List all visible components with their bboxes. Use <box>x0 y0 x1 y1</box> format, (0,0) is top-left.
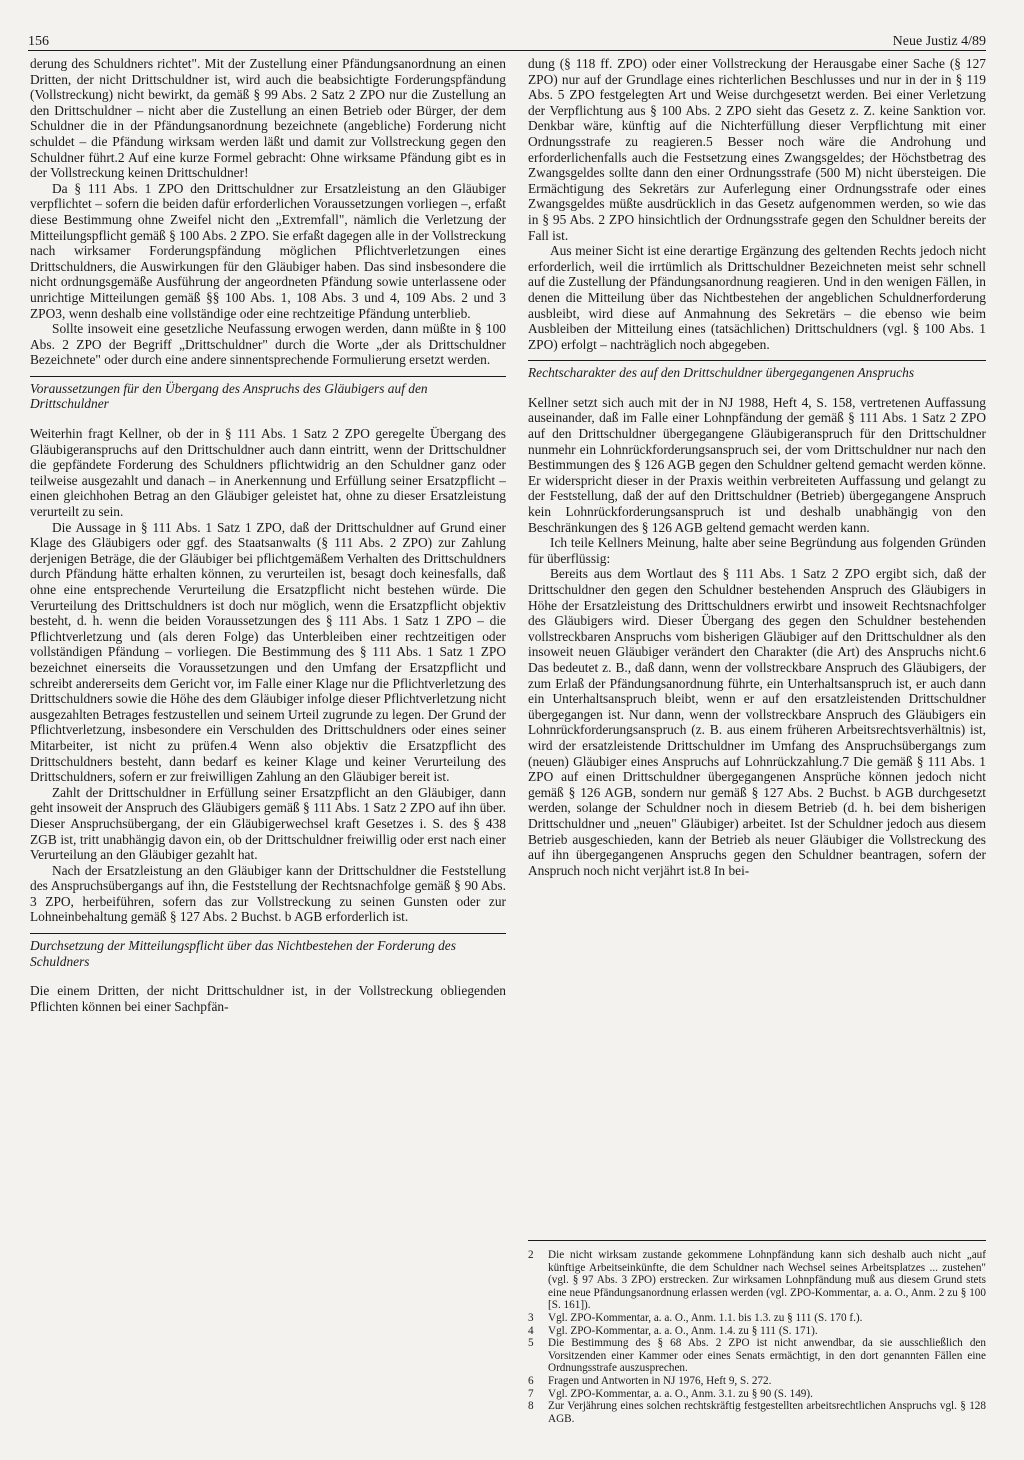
footnote <box>528 1312 986 1325</box>
footnote <box>528 1325 986 1338</box>
paragraph: Die einem Dritten, der nicht Drittschuldner ist, in der Vollstreckung obliegenden Pflichten können bei einer Sachpfän- <box>30 983 506 1014</box>
footnote-text: Die nicht wirksam zustande gekommene Lohnpfändung kann sich deshalb auch nicht „auf künftige Arbeitseinkünfte, die dem Schuldner nach Wechsel seines Arbeitsplatzes ... zustehen" (vgl. § 97 Abs. 3 ZPO) erstrecken. Zur wirksamen Lohnpfändung muß aus diesem Grund stets eine neue Pfändungsanordnung erlassen werden (vgl. ZPO-Kommentar, a. a. O., Anm. 2 zu § 100 [S. 161]). <box>548 1249 986 1312</box>
footnote-number: 7 <box>528 1387 534 1400</box>
footnote-text: Vgl. ZPO-Kommentar, a. a. O., Anm. 1.1. bis 1.3. zu § 111 (S. 170 f.). <box>548 1311 863 1324</box>
paragraph: Kellner setzt sich auch mit der in NJ 1988, Heft 4, S. 158, vertretenen Auffassung auseinander, daß im Falle einer Lohnpfändung der gemäß § 111 Abs. 1 Satz 2 ZPO auf den Drittschuldner übergegangene Gläubigeranspruch für den Drittschuldner nunmehr ein Lohnrückforderungsanspruch sei, der vom Drittschuldner nur nach den Bestimmungen des § 126 AGB gegen den Schuldner geltend gemacht werden könne. Er widerspricht dieser in der Praxis weithin verbreiteten Auffassung und gelangt zu der Feststellung, daß der auf den Drittschuldner (Betrieb) übergegangene Anspruch kein Lohnrückforderungsanspruch ist und deshalb unabhängig von den Beschränkungen des § 126 AGB geltend gemacht werden kann. <box>528 394 986 535</box>
paragraph: Die Aussage in § 111 Abs. 1 Satz 1 ZPO, daß der Drittschuldner auf Grund einer Klage des Gläubigers oder ggf. des Staatsanwalts (§ 111 Abs. 2 ZPO) zur Zahlung derjenigen Beträge, die der Gläubiger bei pflichtgemäßem Verhalten des Drittschuldners durch Pfändung hätte erhalten können, zu verurteilen ist, besagt doch keinesfalls, daß ohne eine entsprechende Verurteilung die Ersatzpflicht nicht bestehen würde. Die Verurteilung des Drittschuldners ist doch nur möglich, wenn die Ersatzpflicht objektiv besteht, d. h. wenn die beiden Voraussetzungen des § 111 Abs. 1 Satz 1 ZPO – die Pflichtverletzung und (als deren Folge) das Unterbleiben einer rechtzeitigen oder vollständigen Pfändung – vorliegen. Die Bestimmung des § 111 Abs. 1 Satz 1 ZPO bezeichnet einerseits die Voraussetzungen und den Umfang der Ersatzpflicht und schreibt andererseits dem Gericht vor, im Falle einer Klage nur die Pflichtverletzung des Drittschuldners sowie die Höhe des dem Gläubiger infolge dieser Pflichtverletzung nicht ausgezahlten Betrages festzustellen und seinem Urteil zugrunde zu legen. Der Grund der Pflichtverletzung, insbesondere ein Verschulden des Drittschuldners oder eines seiner Mitarbeiter, ist nicht zu prüfen.4 Wenn also objektiv die Ersatzpflicht des Drittschuldners besteht, dann bedarf es keiner Klage und keiner Verurteilung des Drittschuldners, sofern er zur freiwilligen Zahlung an den Gläubiger bereit ist. <box>30 519 506 785</box>
page-header <box>28 24 986 51</box>
footnote-number: 8 <box>528 1400 534 1413</box>
paragraph: Sollte insoweit eine gesetzliche Neufassung erwogen werden, dann müßte in § 100 Abs. 2 ZPO der Begriff „Drittschuldner" durch die Worte „der als Drittschuldner Bezeichnete" oder durch eine andere sinnentsprechende Formulierung ersetzt werden. <box>30 321 506 368</box>
section-heading: Voraussetzungen für den Übergang des Anspruchs des Gläubigers auf den Drittschuldner <box>30 376 506 414</box>
footnote-number: 2 <box>528 1249 534 1261</box>
footnote-number: 5 <box>528 1337 534 1350</box>
footnote <box>528 1337 986 1375</box>
footnote-text: Die Bestimmung des § 68 Abs. 2 ZPO ist nicht anwendbar, da sie ausschließlich den Vorsitzenden einer Kammer oder eines Senats ermächtigt, in den dort genannten Fällen eine Ordnungsstrafe auszusprechen. <box>548 1337 986 1375</box>
footnote <box>528 1375 986 1388</box>
footnote <box>528 1249 986 1312</box>
footnote-number: 3 <box>528 1311 534 1324</box>
journal-issue: Neue Justiz 4/89 <box>892 34 986 49</box>
paragraph: derung des Schuldners richtet". Mit der Zustellung einer Pfändungsanordnung an einen Dritten, der nicht Drittschuldner ist, wird auch die beabsichtigte Forderungspfändung (Vollstreckung) nicht bewirkt, da gemäß § 99 Abs. 2 Satz 2 ZPO nur die Zustellung an den Drittschuldner – nicht aber die Zustellung an einen Betrieb oder Bürger, der dem Schuldner die in der Pfändungsanordnung bezeichnete (angebliche) Forderung nicht schuldet – die Pfändung wirksam werden läßt und damit zur Vollstreckung gegen den Schuldner führt.2 Auf eine kurze Formel gebracht: Ohne wirksame Pfändung gibt es in der Vollstreckung keinen Drittschuldner! <box>30 56 506 181</box>
paragraph: Aus meiner Sicht ist eine derartige Ergänzung des geltenden Rechts jedoch nicht erforderlich, weil die irrtümlich als Drittschuldner Bezeichneten meist sehr schnell auf die Zustellung der Pfändungsanordnung reagieren. Und in den wenigen Fällen, in denen die Mitteilung über das Nichtbestehen der angeblichen Schuldnerforderung ausbleibt, wird diese auf Anmahnung des Sekretärs – die ebenso wie beim Ausbleiben der Mitteilung eines (tatsächlichen) Drittschuldners (vgl. § 100 Abs. 1 ZPO) erfolgt – nachträglich noch abgegeben. <box>528 243 986 352</box>
footnote <box>528 1388 986 1401</box>
paragraph: dung (§ 118 ff. ZPO) oder einer Vollstreckung der Herausgabe einer Sache (§ 127 ZPO) nur auf der Grundlage eines richterlichen Beschlusses und nur in der in § 119 Abs. 5 ZPO festgelegten Art und Weise durchgesetzt werden. Bei einer Verletzung der Verpflichtung aus § 100 Abs. 2 ZPO sieht das Gesetz z. Z. keine Sanktion vor. Denkbar wäre, künftig auf die Nichterfüllung dieser Verpflichtung mit einer Ordnungsstrafe zu reagieren.5 Besser noch wäre die Androhung und erforderlichenfalls auch die Festsetzung eines Zwangsgeldes; der Höchstbetrag des Zwangsgeldes sollte dann den einer Ordnungsstrafe (500 M) nicht übersteigen. Die Ermächtigung des Sekretärs zur Auferlegung einer Ordnungsstrafe oder eines Zwangsgeldes müßte ausdrücklich in das Gesetz aufgenommen werden, so wie das in § 95 Abs. 2 ZPO hinsichtlich der Ordnungsstrafe gegen den Schuldner bereits der Fall ist. <box>528 56 986 243</box>
paragraph: Bereits aus dem Wortlaut des § 111 Abs. 1 Satz 2 ZPO ergibt sich, daß der Drittschuldner den gegen den Schuldner bestehenden Anspruch des Gläubigers in Höhe der Ersatzleistung des Drittschuldners erwirbt und insoweit Rechtsnachfolger des Gläubigers wird. Dieser Übergang des gegen den Schuldner bestehenden vollstreckbaren Anspruchs vom bisherigen Gläubiger auf den Drittschuldner als den insoweit neuen Gläubiger verändert den Charakter (die Art) des Anspruchs nicht.6 Das bedeutet z. B., daß dann, wenn der vollstreckbare Anspruch des Gläubigers, der zum Erlaß der Pfändungsanordnung führte, ein Unterhaltsanspruch ist, er auch dann ein Unterhaltsanspruch bleibt, wenn er auf den ersatzleistenden Drittschuldner übergegangen ist. Nur dann, wenn der vollstreckbare Anspruch des Gläubigers ein Lohnrückforderungsanspruch (z. B. aus einem früheren Arbeitsrechtsverhältnis) ist, wird der ersatzleistende Drittschuldner im Umfang des Anspruchsübergangs zum (neuen) Gläubiger eines Anspruchs auf Lohnrückzahlung.7 Die gemäß § 111 Abs. 1 ZPO auf einen Drittschuldner übergegangenen Ansprüche können jedoch nicht gemäß § 126 AGB, sondern nur gemäß § 127 Abs. 2 Buchst. b AGB durchgesetzt werden, solange der Schuldner noch in diesem Betrieb (d. h. bei dem bisherigen Drittschuldner und „neuen" Gläubiger) arbeitet. Ist der Schuldner jedoch aus diesem Betrieb ausgeschieden, kann der Betrieb als neuer Gläubiger die Vollstreckung des auf ihn übergegangenen Anspruchs gegen den Schuldner beantragen, sofern der Anspruch noch nicht verjährt ist.8 In bei- <box>528 566 986 878</box>
right-column <box>528 56 986 878</box>
footnotes <box>528 1240 986 1425</box>
paragraph: Da § 111 Abs. 1 ZPO den Drittschuldner zur Ersatzleistung an den Gläubiger verpflichtet – sofern die beiden dafür erforderlichen Voraussetzungen vorliegen –, erfaßt diese Bestimmung ohne Zweifel nicht den „Extremfall", nämlich die Verletzung der Mitteilungspflicht gemäß § 100 Abs. 2 ZPO. Sie erfaßt dagegen alle in der Vollstreckung nach wirksamer Forderungspfändung möglichen Pflichtverletzungen eines Drittschuldners, die Auswirkungen für den Gläubiger haben. Das sind insbesondere die nicht ordnungsgemäße Ausführung der angeordneten Pfändung sowie unterlassene oder unrichtige Mitteilungen gemäß §§ 100 Abs. 1, 108 Abs. 3 und 4, 109 Abs. 2 und 3 ZPO3, wenn deshalb eine vollständige oder eine rechtzeitige Pfändung unterblieb. <box>30 180 506 321</box>
paragraph: Weiterhin fragt Kellner, ob der in § 111 Abs. 1 Satz 2 ZPO geregelte Übergang des Gläubigeranspruchs auf den Drittschuldner auch dann eintritt, wenn der Drittschuldner die gepfändete Forderung des Schuldners pflichtwidrig an den Schuldner ganz oder teilweise ausgezahlt und danach – in Anerkennung und Erfüllung seiner Ersatzpflicht – einen gleichhohen Betrag an den Gläubiger geleistet hat, ohne zu dieser Ersatzleistung verurteilt zu sein. <box>30 426 506 520</box>
paragraph: Nach der Ersatzleistung an den Gläubiger kann der Drittschuldner die Feststellung des Anspruchsübergangs auf ihn, die Feststellung der Rechtsnachfolge gemäß § 90 Abs. 3 ZPO, herbeiführen, sofern das zur Vollstreckung zu seinen Gunsten oder zur Lohneinbehaltung gemäß § 127 Abs. 2 Buchst. b AGB erforderlich ist. <box>30 862 506 925</box>
paragraph: Ich teile Kellners Meinung, halte aber seine Begründung aus folgenden Gründen für überflüssig: <box>528 535 986 566</box>
footnote-text: Zur Verjährung eines solchen rechtskräftig festgestellten arbeitsrechtlichen Anspruchs vgl. § 128 AGB. <box>548 1400 986 1425</box>
section-heading: Durchsetzung der Mitteilungspflicht über das Nichtbestehen der Forderung des Schuldners <box>30 933 506 971</box>
paragraph: Zahlt der Drittschuldner in Erfüllung seiner Ersatzpflicht an den Gläubiger, dann geht insoweit der Anspruch des Gläubigers gemäß § 111 Abs. 1 Satz 2 ZPO auf ihn über. Dieser Anspruchsübergang, der ein Gläubigerwechsel kraft Gesetzes i. S. des § 438 ZGB ist, tritt unabhängig davon ein, ob der Drittschuldner freiwillig oder erst nach einer Verurteilung an den Gläubiger gezahlt hat. <box>30 784 506 863</box>
footnote-text: Vgl. ZPO-Kommentar, a. a. O., Anm. 3.1. zu § 90 (S. 149). <box>548 1387 813 1400</box>
footnote-number: 4 <box>528 1324 534 1337</box>
footnote <box>528 1400 986 1425</box>
left-column <box>30 56 506 1014</box>
section-heading: Rechtscharakter des auf den Drittschuldner übergegangenen Anspruchs <box>528 360 986 383</box>
footnote-text: Fragen und Antworten in NJ 1976, Heft 9, S. 272. <box>548 1374 772 1387</box>
footnote-text: Vgl. ZPO-Kommentar, a. a. O., Anm. 1.4. zu § 111 (S. 171). <box>548 1324 818 1337</box>
page-number: 156 <box>28 34 49 49</box>
footnote-number: 6 <box>528 1374 534 1387</box>
